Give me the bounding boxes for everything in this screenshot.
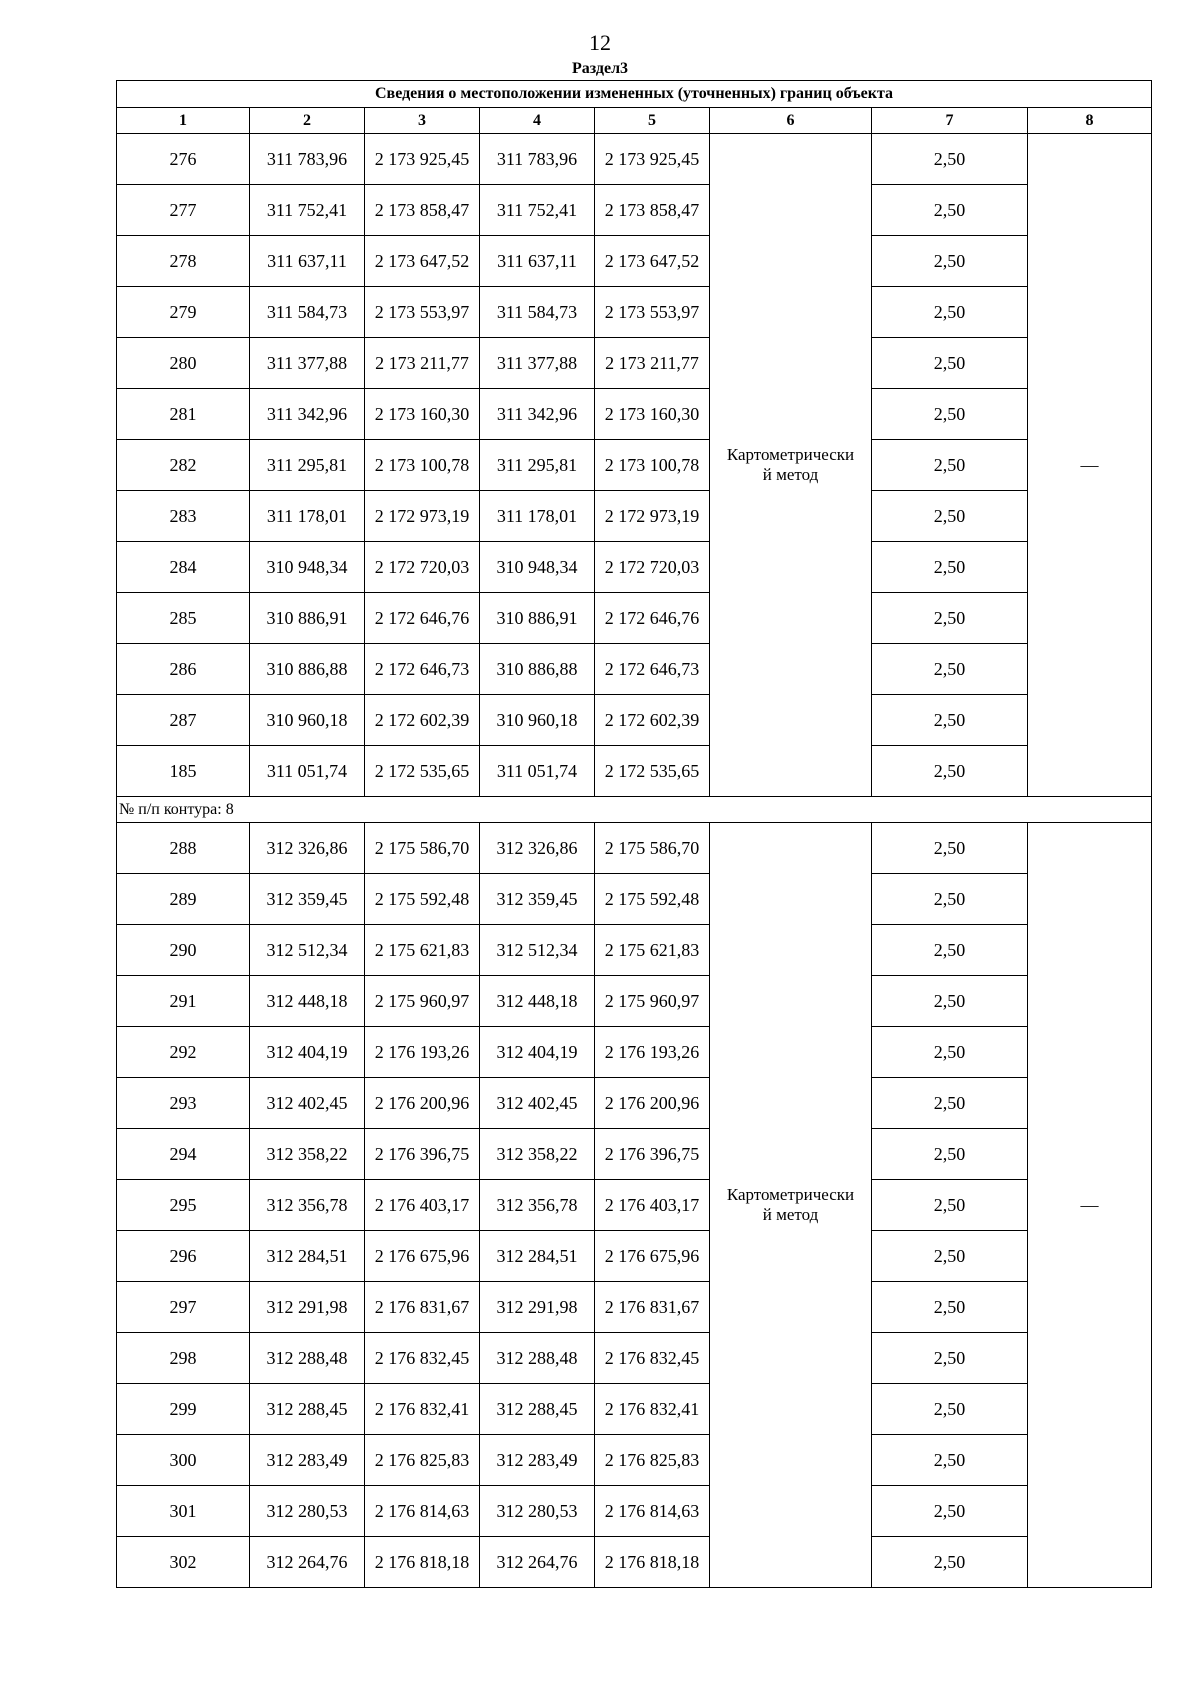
precision-cell: 2,50 xyxy=(872,1435,1028,1486)
y-new-cell: 2 175 960,97 xyxy=(595,976,710,1027)
point-number-cell: 280 xyxy=(117,338,250,389)
x-existing-cell: 312 356,78 xyxy=(250,1180,365,1231)
x-existing-cell: 311 342,96 xyxy=(250,389,365,440)
y-new-cell: 2 175 586,70 xyxy=(595,823,710,874)
table-row xyxy=(117,925,1152,976)
table-row xyxy=(117,287,1152,338)
precision-cell: 2,50 xyxy=(872,976,1028,1027)
precision-cell: 2,50 xyxy=(872,925,1028,976)
x-existing-cell: 312 448,18 xyxy=(250,976,365,1027)
y-existing-cell: 2 176 832,41 xyxy=(365,1384,480,1435)
y-new-cell: 2 173 925,45 xyxy=(595,134,710,185)
table-row xyxy=(117,236,1152,287)
x-new-cell: 312 448,18 xyxy=(480,976,595,1027)
x-new-cell: 312 402,45 xyxy=(480,1078,595,1129)
precision-cell: 2,50 xyxy=(872,389,1028,440)
y-existing-cell: 2 176 825,83 xyxy=(365,1435,480,1486)
table-row xyxy=(117,440,1152,491)
column-header-row xyxy=(117,108,1152,134)
table-row xyxy=(117,1333,1152,1384)
x-new-cell: 312 283,49 xyxy=(480,1435,595,1486)
table-row xyxy=(117,389,1152,440)
y-existing-cell: 2 172 602,39 xyxy=(365,695,480,746)
table-row xyxy=(117,1129,1152,1180)
x-new-cell: 311 752,41 xyxy=(480,185,595,236)
table-row xyxy=(117,695,1152,746)
table-row xyxy=(117,746,1152,797)
table-row xyxy=(117,1384,1152,1435)
point-number-cell: 284 xyxy=(117,542,250,593)
method-cell: Картометрически й метод xyxy=(710,823,872,1588)
y-existing-cell: 2 172 646,73 xyxy=(365,644,480,695)
x-existing-cell: 310 886,91 xyxy=(250,593,365,644)
x-new-cell: 312 288,45 xyxy=(480,1384,595,1435)
column-header: 3 xyxy=(365,108,480,134)
point-number-cell: 278 xyxy=(117,236,250,287)
table-row xyxy=(117,1435,1152,1486)
precision-cell: 2,50 xyxy=(872,1537,1028,1588)
y-existing-cell: 2 176 814,63 xyxy=(365,1486,480,1537)
section-title: Раздел3 xyxy=(571,60,629,77)
table-title: Сведения о местоположении измененных (уточненных) границ объекта xyxy=(117,81,1152,108)
y-existing-cell: 2 172 973,19 xyxy=(365,491,480,542)
x-existing-cell: 311 377,88 xyxy=(250,338,365,389)
x-existing-cell: 312 326,86 xyxy=(250,823,365,874)
x-new-cell: 311 637,11 xyxy=(480,236,595,287)
x-existing-cell: 312 404,19 xyxy=(250,1027,365,1078)
x-new-cell: 310 886,88 xyxy=(480,644,595,695)
column-header: 6 xyxy=(710,108,872,134)
precision-cell: 2,50 xyxy=(872,874,1028,925)
contour-label: № п/п контура: 8 xyxy=(117,797,1152,823)
precision-cell: 2,50 xyxy=(872,440,1028,491)
table-row xyxy=(117,644,1152,695)
x-new-cell: 312 512,34 xyxy=(480,925,595,976)
table-row xyxy=(117,185,1152,236)
x-existing-cell: 311 783,96 xyxy=(250,134,365,185)
y-existing-cell: 2 176 832,45 xyxy=(365,1333,480,1384)
table-row xyxy=(117,1078,1152,1129)
x-new-cell: 312 404,19 xyxy=(480,1027,595,1078)
y-new-cell: 2 176 832,41 xyxy=(595,1384,710,1435)
precision-cell: 2,50 xyxy=(872,185,1028,236)
point-number-cell: 298 xyxy=(117,1333,250,1384)
x-new-cell: 312 288,48 xyxy=(480,1333,595,1384)
x-existing-cell: 311 051,74 xyxy=(250,746,365,797)
x-existing-cell: 311 295,81 xyxy=(250,440,365,491)
column-header: 8 xyxy=(1028,108,1152,134)
precision-cell: 2,50 xyxy=(872,644,1028,695)
note-cell: — xyxy=(1028,134,1152,797)
table-row xyxy=(117,491,1152,542)
y-existing-cell: 2 175 621,83 xyxy=(365,925,480,976)
point-number-cell: 285 xyxy=(117,593,250,644)
precision-cell: 2,50 xyxy=(872,1078,1028,1129)
y-existing-cell: 2 175 592,48 xyxy=(365,874,480,925)
y-new-cell: 2 173 211,77 xyxy=(595,338,710,389)
x-existing-cell: 312 402,45 xyxy=(250,1078,365,1129)
x-new-cell: 311 342,96 xyxy=(480,389,595,440)
table-row xyxy=(117,338,1152,389)
y-new-cell: 2 176 832,45 xyxy=(595,1333,710,1384)
method-cell: Картометрически й метод xyxy=(710,134,872,797)
y-new-cell: 2 172 973,19 xyxy=(595,491,710,542)
y-new-cell: 2 176 193,26 xyxy=(595,1027,710,1078)
x-new-cell: 312 280,53 xyxy=(480,1486,595,1537)
x-existing-cell: 311 752,41 xyxy=(250,185,365,236)
x-new-cell: 311 051,74 xyxy=(480,746,595,797)
x-new-cell: 311 584,73 xyxy=(480,287,595,338)
y-new-cell: 2 176 825,83 xyxy=(595,1435,710,1486)
y-new-cell: 2 176 831,67 xyxy=(595,1282,710,1333)
column-header: 1 xyxy=(117,108,250,134)
x-new-cell: 312 356,78 xyxy=(480,1180,595,1231)
y-new-cell: 2 176 403,17 xyxy=(595,1180,710,1231)
point-number-cell: 286 xyxy=(117,644,250,695)
y-new-cell: 2 172 602,39 xyxy=(595,695,710,746)
point-number-cell: 297 xyxy=(117,1282,250,1333)
y-new-cell: 2 172 646,76 xyxy=(595,593,710,644)
table-body xyxy=(117,134,1152,1588)
y-new-cell: 2 173 553,97 xyxy=(595,287,710,338)
precision-cell: 2,50 xyxy=(872,1129,1028,1180)
y-new-cell: 2 176 396,75 xyxy=(595,1129,710,1180)
point-number-cell: 281 xyxy=(117,389,250,440)
x-existing-cell: 312 283,49 xyxy=(250,1435,365,1486)
x-new-cell: 312 359,45 xyxy=(480,874,595,925)
y-existing-cell: 2 176 396,75 xyxy=(365,1129,480,1180)
point-number-cell: 289 xyxy=(117,874,250,925)
y-existing-cell: 2 173 858,47 xyxy=(365,185,480,236)
x-new-cell: 311 178,01 xyxy=(480,491,595,542)
point-number-cell: 300 xyxy=(117,1435,250,1486)
x-new-cell: 310 886,91 xyxy=(480,593,595,644)
x-new-cell: 310 948,34 xyxy=(480,542,595,593)
y-existing-cell: 2 176 675,96 xyxy=(365,1231,480,1282)
y-existing-cell: 2 173 100,78 xyxy=(365,440,480,491)
y-new-cell: 2 176 814,63 xyxy=(595,1486,710,1537)
y-existing-cell: 2 175 586,70 xyxy=(365,823,480,874)
y-new-cell: 2 173 100,78 xyxy=(595,440,710,491)
x-existing-cell: 312 512,34 xyxy=(250,925,365,976)
x-new-cell: 312 326,86 xyxy=(480,823,595,874)
y-existing-cell: 2 176 193,26 xyxy=(365,1027,480,1078)
x-existing-cell: 310 960,18 xyxy=(250,695,365,746)
table-row xyxy=(117,1282,1152,1333)
column-header: 7 xyxy=(872,108,1028,134)
point-number-cell: 277 xyxy=(117,185,250,236)
y-existing-cell: 2 175 960,97 xyxy=(365,976,480,1027)
x-existing-cell: 311 584,73 xyxy=(250,287,365,338)
table-row xyxy=(117,1180,1152,1231)
y-existing-cell: 2 173 647,52 xyxy=(365,236,480,287)
table-row xyxy=(117,1231,1152,1282)
x-new-cell: 312 358,22 xyxy=(480,1129,595,1180)
x-existing-cell: 310 948,34 xyxy=(250,542,365,593)
y-existing-cell: 2 176 818,18 xyxy=(365,1537,480,1588)
point-number-cell: 296 xyxy=(117,1231,250,1282)
x-existing-cell: 312 288,45 xyxy=(250,1384,365,1435)
table-row xyxy=(117,1027,1152,1078)
point-number-cell: 290 xyxy=(117,925,250,976)
x-existing-cell: 312 359,45 xyxy=(250,874,365,925)
precision-cell: 2,50 xyxy=(872,823,1028,874)
point-number-cell: 295 xyxy=(117,1180,250,1231)
y-existing-cell: 2 172 720,03 xyxy=(365,542,480,593)
contour-label-row xyxy=(117,797,1152,823)
point-number-cell: 294 xyxy=(117,1129,250,1180)
point-number-cell: 282 xyxy=(117,440,250,491)
precision-cell: 2,50 xyxy=(872,338,1028,389)
y-new-cell: 2 172 720,03 xyxy=(595,542,710,593)
y-new-cell: 2 176 675,96 xyxy=(595,1231,710,1282)
point-number-cell: 283 xyxy=(117,491,250,542)
x-existing-cell: 312 280,53 xyxy=(250,1486,365,1537)
precision-cell: 2,50 xyxy=(872,593,1028,644)
y-new-cell: 2 176 818,18 xyxy=(595,1537,710,1588)
point-number-cell: 287 xyxy=(117,695,250,746)
table-row xyxy=(117,823,1152,874)
y-new-cell: 2 172 535,65 xyxy=(595,746,710,797)
precision-cell: 2,50 xyxy=(872,1282,1028,1333)
y-new-cell: 2 173 858,47 xyxy=(595,185,710,236)
y-new-cell: 2 172 646,73 xyxy=(595,644,710,695)
table-row xyxy=(117,1537,1152,1588)
x-new-cell: 311 295,81 xyxy=(480,440,595,491)
y-existing-cell: 2 176 831,67 xyxy=(365,1282,480,1333)
x-new-cell: 310 960,18 xyxy=(480,695,595,746)
table-row xyxy=(117,542,1152,593)
y-existing-cell: 2 172 535,65 xyxy=(365,746,480,797)
precision-cell: 2,50 xyxy=(872,287,1028,338)
table-row xyxy=(117,134,1152,185)
x-existing-cell: 312 291,98 xyxy=(250,1282,365,1333)
y-new-cell: 2 173 647,52 xyxy=(595,236,710,287)
x-existing-cell: 312 284,51 xyxy=(250,1231,365,1282)
y-existing-cell: 2 173 925,45 xyxy=(365,134,480,185)
y-existing-cell: 2 176 403,17 xyxy=(365,1180,480,1231)
column-header: 2 xyxy=(250,108,365,134)
page-number: 12 xyxy=(589,30,611,55)
x-existing-cell: 311 178,01 xyxy=(250,491,365,542)
table-row xyxy=(117,1486,1152,1537)
precision-cell: 2,50 xyxy=(872,491,1028,542)
point-number-cell: 302 xyxy=(117,1537,250,1588)
point-number-cell: 293 xyxy=(117,1078,250,1129)
precision-cell: 2,50 xyxy=(872,1027,1028,1078)
table-row xyxy=(117,593,1152,644)
point-number-cell: 185 xyxy=(117,746,250,797)
y-existing-cell: 2 173 211,77 xyxy=(365,338,480,389)
point-number-cell: 299 xyxy=(117,1384,250,1435)
y-new-cell: 2 176 200,96 xyxy=(595,1078,710,1129)
column-header: 4 xyxy=(480,108,595,134)
point-number-cell: 301 xyxy=(117,1486,250,1537)
x-new-cell: 311 783,96 xyxy=(480,134,595,185)
x-existing-cell: 310 886,88 xyxy=(250,644,365,695)
coordinates-table xyxy=(116,80,1152,1588)
x-new-cell: 312 291,98 xyxy=(480,1282,595,1333)
y-new-cell: 2 175 592,48 xyxy=(595,874,710,925)
precision-cell: 2,50 xyxy=(872,1486,1028,1537)
point-number-cell: 279 xyxy=(117,287,250,338)
precision-cell: 2,50 xyxy=(872,134,1028,185)
y-existing-cell: 2 176 200,96 xyxy=(365,1078,480,1129)
x-existing-cell: 312 264,76 xyxy=(250,1537,365,1588)
x-new-cell: 312 284,51 xyxy=(480,1231,595,1282)
precision-cell: 2,50 xyxy=(872,746,1028,797)
precision-cell: 2,50 xyxy=(872,1333,1028,1384)
precision-cell: 2,50 xyxy=(872,695,1028,746)
note-cell: — xyxy=(1028,823,1152,1588)
x-existing-cell: 312 358,22 xyxy=(250,1129,365,1180)
table-row xyxy=(117,976,1152,1027)
y-existing-cell: 2 173 160,30 xyxy=(365,389,480,440)
y-new-cell: 2 175 621,83 xyxy=(595,925,710,976)
column-header: 5 xyxy=(595,108,710,134)
precision-cell: 2,50 xyxy=(872,1231,1028,1282)
y-new-cell: 2 173 160,30 xyxy=(595,389,710,440)
point-number-cell: 292 xyxy=(117,1027,250,1078)
x-existing-cell: 311 637,11 xyxy=(250,236,365,287)
point-number-cell: 288 xyxy=(117,823,250,874)
x-new-cell: 312 264,76 xyxy=(480,1537,595,1588)
y-existing-cell: 2 173 553,97 xyxy=(365,287,480,338)
point-number-cell: 291 xyxy=(117,976,250,1027)
point-number-cell: 276 xyxy=(117,134,250,185)
precision-cell: 2,50 xyxy=(872,236,1028,287)
x-new-cell: 311 377,88 xyxy=(480,338,595,389)
precision-cell: 2,50 xyxy=(872,1180,1028,1231)
x-existing-cell: 312 288,48 xyxy=(250,1333,365,1384)
precision-cell: 2,50 xyxy=(872,1384,1028,1435)
table-row xyxy=(117,874,1152,925)
precision-cell: 2,50 xyxy=(872,542,1028,593)
y-existing-cell: 2 172 646,76 xyxy=(365,593,480,644)
